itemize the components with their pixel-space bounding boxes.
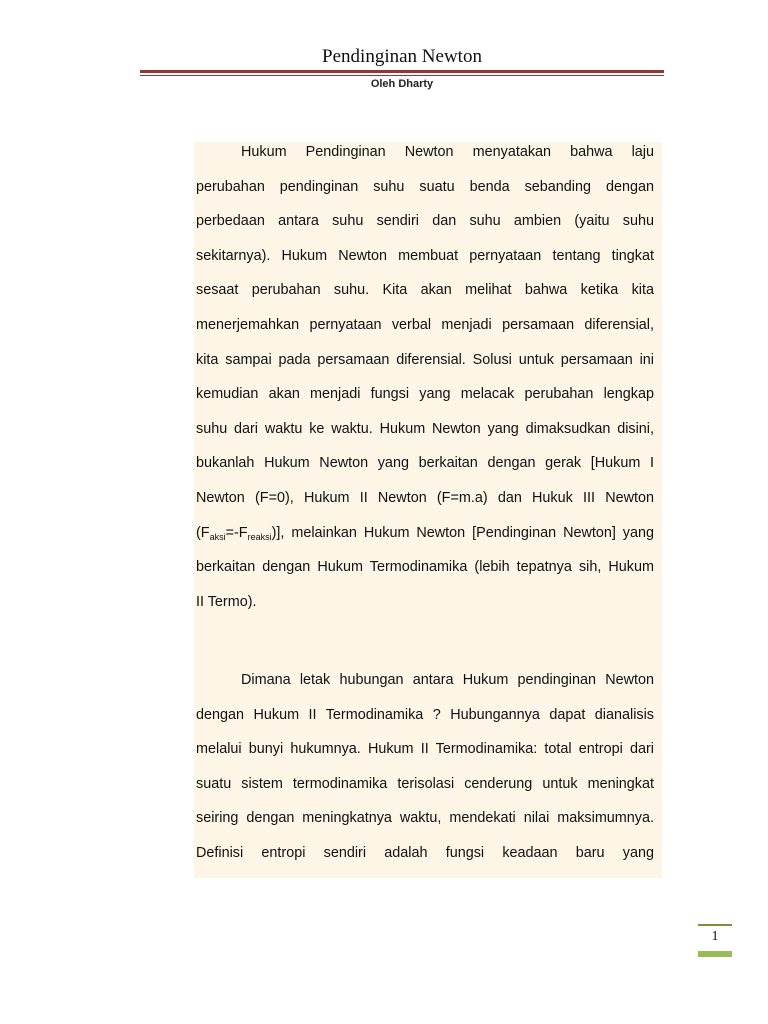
paragraph1-line: bukanlah Hukum Newton yang berkaitan dengan gerak [Hukum I bbox=[196, 455, 654, 472]
paragraph1-line: sekitarnya). Hukum Newton membuat pernyataan tentang tingkat bbox=[196, 247, 654, 264]
paragraph2-line: Dimana letak hubungan antara Hukum pendinginan Newton bbox=[241, 672, 654, 688]
paragraph1-line: sesaat perubahan suhu. Kita akan melihat bahwa ketika kita bbox=[196, 282, 654, 299]
subscript-aksi: aksi bbox=[209, 531, 226, 542]
paragraph1-line: perubahan pendinginan suhu suatu benda sebanding dengan bbox=[196, 178, 654, 195]
paragraph1-line: perbedaan antara suhu sendiri dan suhu ambien (yaitu suhu bbox=[196, 213, 654, 230]
paragraph1-line: menerjemahkan pernyataan verbal menjadi persamaan diferensial, bbox=[196, 317, 654, 333]
paragraph2-line: suatu sistem termodinamika terisolasi cenderung untuk meningkat bbox=[196, 775, 654, 792]
header-rule-thick bbox=[140, 70, 664, 73]
paragraph2-line: melalui bunyi hukumnya. Hukum II Termodinamika: total entropi dari bbox=[196, 741, 654, 758]
subscript-reaksi: reaksi bbox=[247, 531, 272, 542]
page-number-box bbox=[698, 924, 732, 957]
page-number: 1 bbox=[711, 929, 719, 944]
page-number-rule bbox=[698, 924, 732, 926]
paragraph1-line: kita sampai pada persamaan diferensial. Solusi untuk persamaan ini bbox=[196, 351, 654, 368]
paragraph2-line: seiring dengan meningkatnya waktu, mendekati nilai maksimumnya. bbox=[196, 810, 654, 827]
paragraph1-line: berkaitan dengan Hukum Termodinamika (lebih tepatnya sih, Hukum bbox=[196, 559, 654, 576]
paragraph1-last-line: II Termo). bbox=[196, 593, 257, 610]
formula-neg-f: =-F bbox=[225, 524, 248, 541]
paragraph2-line: Definisi entropi sendiri adalah fungsi keadaan baru yang bbox=[196, 845, 654, 861]
document-author: Oleh Dharty bbox=[370, 78, 434, 90]
paragraph1-line: Hukum Pendinginan Newton menyatakan bahwa laju bbox=[241, 144, 654, 160]
header-rule-thin bbox=[140, 75, 664, 76]
formula-rest: )], melainkan Hukum Newton [Pendinginan Newton] yang bbox=[271, 524, 654, 541]
formula-f: (F bbox=[196, 524, 210, 541]
paragraph1-line-subscripts bbox=[196, 523, 654, 543]
body-text-area bbox=[194, 142, 662, 878]
paragraph1-line: suhu dari waktu ke waktu. Hukum Newton yang dimaksudkan disini, bbox=[196, 420, 654, 437]
paragraph2-line: dengan Hukum II Termodinamika ? Hubungannya dapat dianalisis bbox=[196, 706, 654, 723]
page-number-bar bbox=[698, 951, 732, 957]
paragraph1-line: Newton (F=0), Hukum II Newton (F=m.a) dan Hukuk III Newton bbox=[196, 490, 654, 506]
paragraph1-line: kemudian akan menjadi fungsi yang melacak perubahan lengkap bbox=[196, 386, 654, 403]
document-title: Pendinginan Newton bbox=[322, 46, 482, 67]
